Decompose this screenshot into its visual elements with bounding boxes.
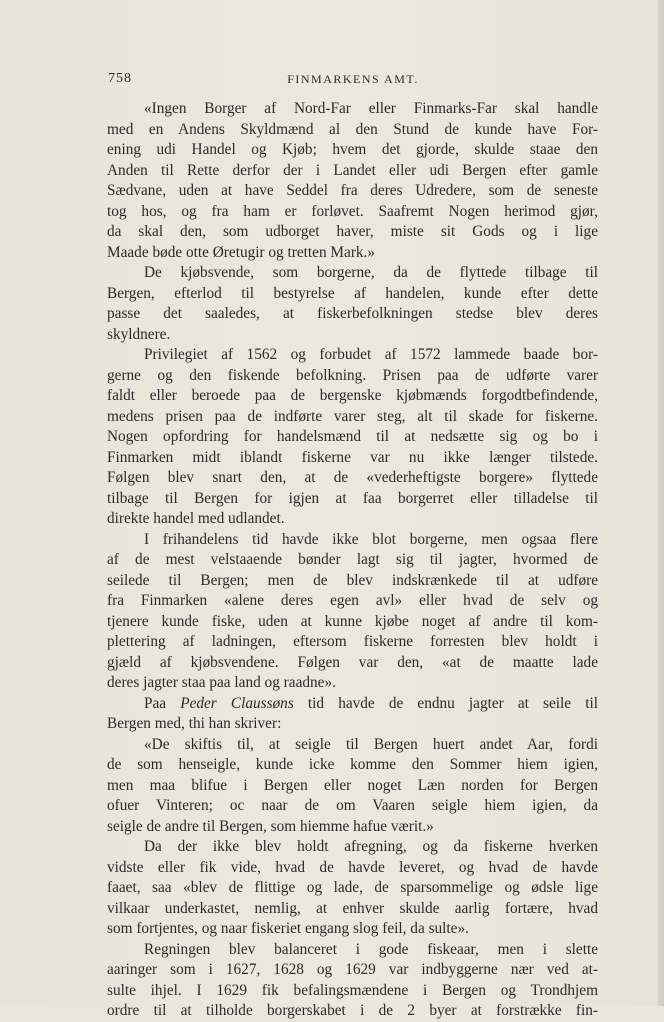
text-line: vidste eller fik vide, hvad de havde leveret, og hvad de havde [107, 858, 598, 876]
text-line: da skal den, som udborget haver, miste sit Gods og i lige [107, 223, 598, 240]
text-line: Følgen blev snart den, at de «vederheftigste borgere» flyttede [107, 469, 598, 486]
text-line: Privilegiet af 1562 og forbudet af 1572 lammede baade bor- [144, 346, 598, 363]
text-line: Regningen blev balanceret i gode fiskeaar, men i slette [144, 940, 598, 958]
text-line: Sædvane, uden at have Seddel fra deres Udredere, som de seneste [107, 182, 598, 199]
text-line: Finmarken midt iblandt fiskerne var nu ikke længer tilstede. [107, 448, 598, 466]
page-edge [658, 0, 664, 1006]
text-line: vilkaar underkastet, nemlig, at enhver skulde aarlig fortære, hvad [107, 899, 598, 917]
text-line: sulte ihjel. I 1629 fik befalingsmændene i Bergen og Trondhjem [107, 981, 598, 999]
text-line: Maade bøde otte Øretugir og tretten Mark.» [107, 243, 376, 261]
text-line: Da der ikke blev holdt afregning, og da fiskerne hverken [144, 838, 598, 855]
text-line: af de mest velstaaende bønder lagt sig til jagter, hvormed de [107, 551, 598, 568]
text-line: medens prisen paa de indførte varer steg, alt til skade for fiskerne. [107, 407, 598, 425]
text-segment: tid havde de endnu jagter at seile til [293, 694, 598, 712]
text-line: «De skiftis til, at seigle til Bergen huert andet Aar, fordi [144, 735, 598, 753]
text-segment: Paa [144, 694, 181, 712]
text-line: tog hos, og fra ham er forløvet. Saafremt Nogen herimod gjør, [107, 202, 598, 220]
body-text [107, 99, 598, 1022]
text-line: gerne og den fiskende befolkning. Prisen paa de udførte varer [107, 366, 598, 384]
text-line: seigle de andre til Bergen, som hiemme hafue værit.» [107, 817, 434, 835]
text-line: skyldnere. [107, 325, 171, 343]
text-line: deres jagter staa paa land og raadne». [107, 674, 336, 691]
text-line: gjæld af kjøbsvendene. Følgen var den, «at de maatte lade [107, 653, 598, 671]
text-line: de som henseigle, kunde icke komme den Sommer hiem igien, [107, 756, 598, 773]
page-header [108, 71, 598, 91]
text-line: De kjøbsvende, som borgerne, da de flyttede tilbage til [144, 264, 598, 281]
text-line: «Ingen Borger af Nord-Far eller Finmarks-Far skal handle [144, 100, 598, 117]
text-line: Anden til Rette derfor der i Landet eller udi Bergen efter gamle [107, 161, 598, 179]
text-line: faaet, saa «blev de flittige og lade, de sparsommelige og ødsle lige [107, 879, 598, 896]
text-line: med en Andens Skyldmænd al den Stund de kunde have For- [107, 120, 598, 138]
text-line: Nogen opfordring for handelsmænd til at nedsætte sig og bo i [107, 428, 598, 445]
text-line: ofuer Vinteren; oc naar de om Vaaren seigle hiem igien, da [107, 797, 598, 814]
text-line: direkte handel med udlandet. [107, 510, 285, 527]
text-line: seilede til Bergen; men de blev indskrænkede til at udføre [107, 571, 598, 589]
text-line: men maa blifue i Bergen eller noget Læn norden for Bergen [107, 776, 598, 794]
text-line [107, 694, 598, 715]
author-name: Peder Claussøns [180, 694, 294, 712]
text-line: faldt eller beroede paa de bergenske kjøbmænds forgodtbefindende, [107, 387, 598, 404]
text-line: I frihandelens tid havde ikke blot borgerne, men ogsaa flere [144, 530, 598, 548]
text-line: tjenere kunde fiske, uden at kunne kjøbe noget af andre til kom- [107, 612, 598, 630]
text-line: Bergen med, thi han skriver: [107, 715, 282, 732]
text-line: Bergen, efterlod til bestyrelse af handelen, kunde efter dette [107, 284, 598, 302]
text-line: plettering af ladningen, eftersom fiskerne forresten blev holdt i [107, 633, 598, 650]
text-line: tilbage til Bergen for igjen at faa borgerret eller tilladelse til [107, 489, 598, 507]
page-number: 758 [108, 71, 132, 86]
text-line: ordre til at tilholde borgerskabet i de 2 byer at forstrække fin- [107, 1002, 598, 1019]
running-title: FINMARKENS AMT. [287, 72, 419, 86]
text-line: ening udi Handel og Kjøb; hvem det gjorde, skulde staae den [107, 141, 598, 158]
text-line: passe det saaledes, at fiskerbefolkningen stedse blev deres [107, 305, 598, 322]
text-line: aaringer som i 1627, 1628 og 1629 var indbyggerne nær ved at- [107, 961, 598, 978]
text-line: fra Finmarken «alene deres egen avl» eller hvad de selv og [107, 592, 598, 609]
text-line: som fortjentes, og naar fiskeriet engang slog feil, da sulte». [107, 920, 469, 937]
